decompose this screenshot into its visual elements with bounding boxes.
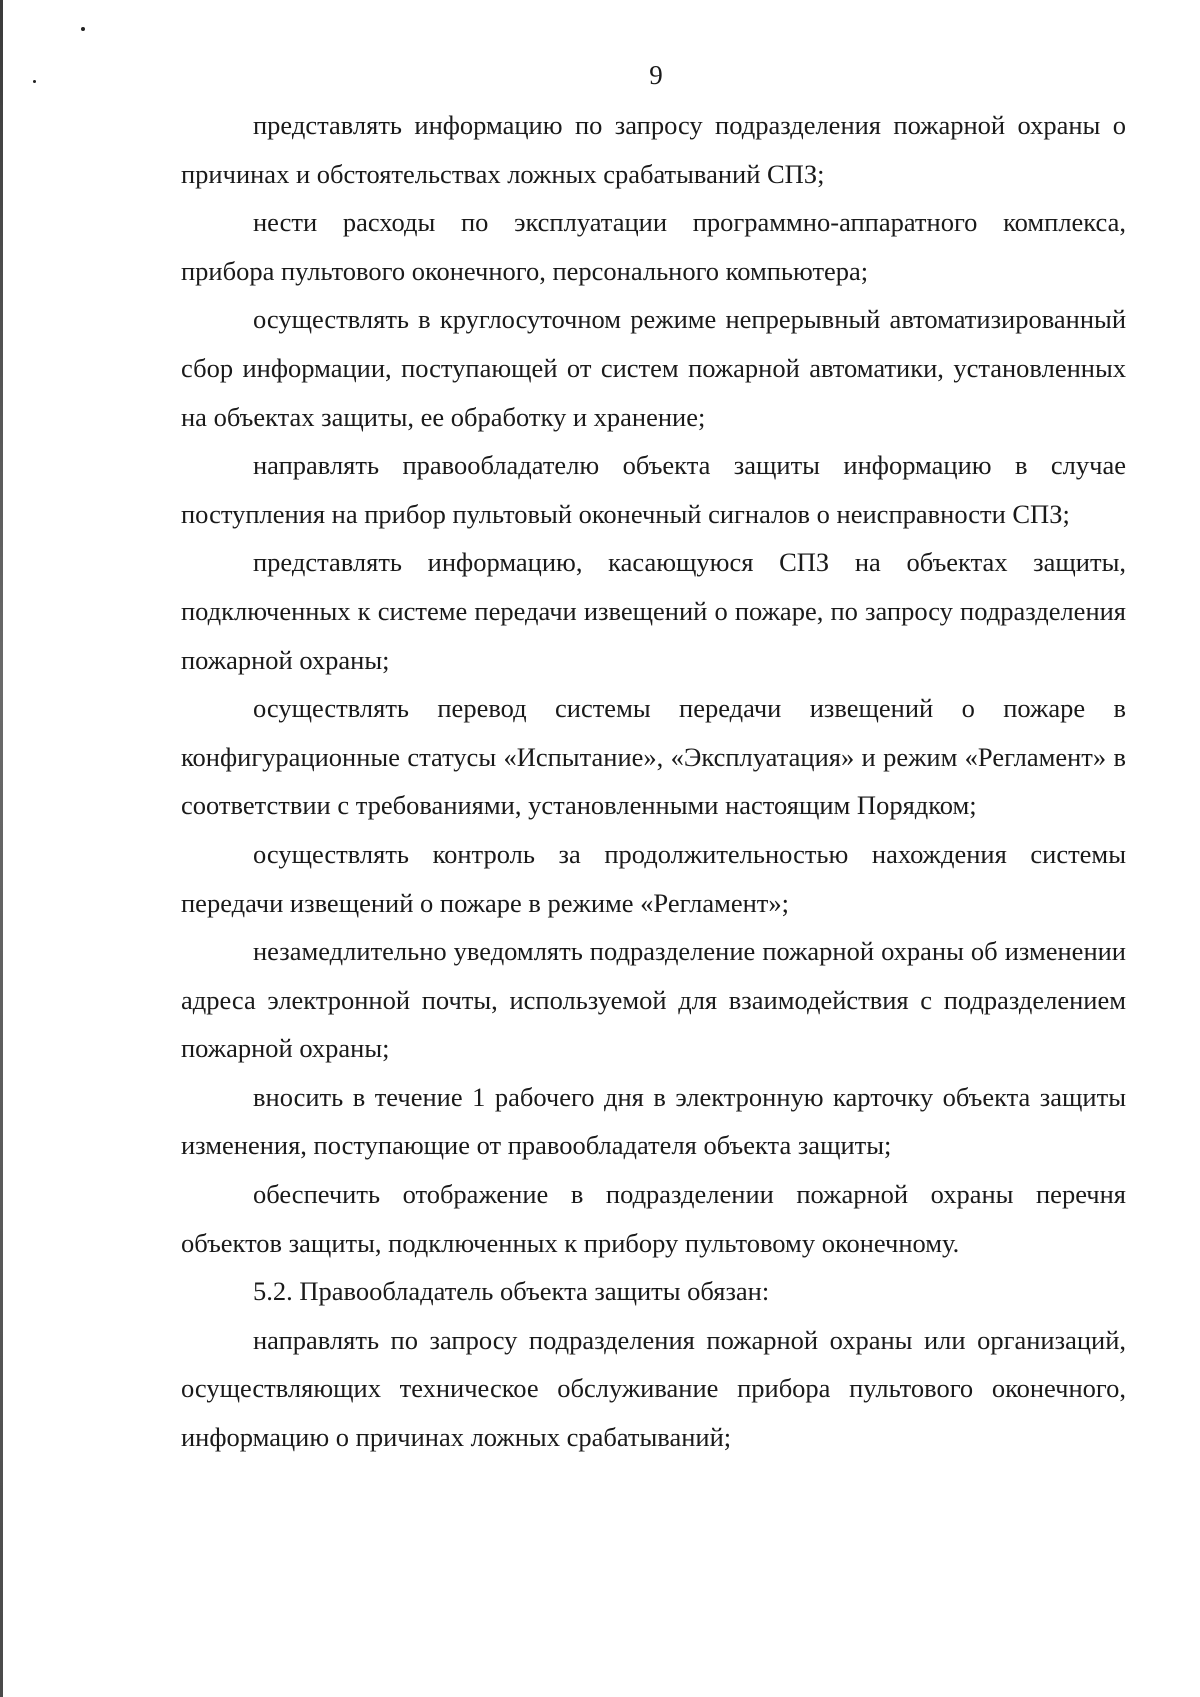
paragraph: осуществлять перевод системы передачи извещений о пожаре в конфигурационные статусы «Испытание», «Эксплуатация» и режим «Регламент» в соответствии с требованиями, установленными настоящим Порядком; [181, 693, 1126, 821]
paragraph: осуществлять контроль за продолжительностью нахождения системы передачи извещений о пожаре в режиме «Регламент»; [181, 838, 1126, 918]
paragraph: направлять правообладателю объекта защиты информацию в случае поступления на прибор пультовый оконечный сигналов о неисправности СПЗ; [181, 450, 1126, 529]
document-body [181, 101, 1126, 1462]
paragraph: незамедлительно уведомлять подразделение пожарной охраны об изменении адреса электронной почты, используемой для взаимодействия с подразделением пожарной охраны; [181, 936, 1126, 1064]
paragraph: представлять информацию, касающуюся СПЗ на объектах защиты, подключенных к системе передачи извещений о пожаре, по запросу подразделения пожарной охраны; [181, 547, 1126, 675]
paragraph: обеспечить отображение в подразделении пожарной охраны перечня объектов защиты, подключенных к прибору пультовому оконечному. [181, 1179, 1126, 1258]
section-heading: 5.2. Правообладатель объекта защиты обязан: [253, 1276, 770, 1307]
scan-speck [81, 27, 85, 31]
page-number: 9 [649, 60, 663, 90]
paragraph: представлять информацию по запросу подразделения пожарной охраны о причинах и обстоятельствах ложных срабатываний СПЗ; [181, 110, 1126, 189]
paragraph: направлять по запросу подразделения пожарной охраны или организаций, осуществляющих техническое обслуживание прибора пультового оконечного, информацию о причинах ложных срабатываний; [181, 1324, 1126, 1453]
paragraph: вносить в течение 1 рабочего дня в электронную карточку объекта защиты изменения, поступающие от правообладателя объекта защиты; [181, 1081, 1126, 1161]
paragraph: нести расходы по эксплуатации программно-аппаратного комплекса, прибора пультового оконечного, персонального компьютера; [181, 207, 1126, 286]
scan-edge [0, 0, 3, 1697]
paragraph: осуществлять в круглосуточном режиме непрерывный автоматизированный сбор информации, поступающей от систем пожарной автоматики, установленных на объектах защиты, ее обработку и хранение; [181, 304, 1126, 432]
